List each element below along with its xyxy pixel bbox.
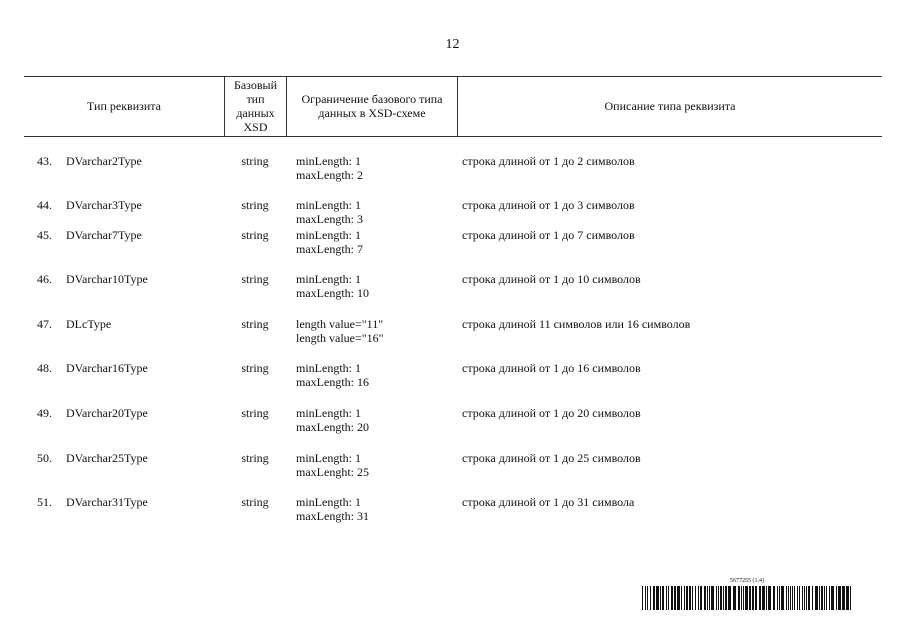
barcode-bar [819,586,820,610]
row-description: строка длиной от 1 до 20 символов [462,406,641,420]
table-row [0,495,905,523]
row-restriction [296,451,369,479]
barcode-bar [777,586,778,610]
header-col-description-text: Описание типа реквизита [604,99,736,113]
row-type-name: DVarchar20Type [66,406,148,420]
barcode-bar [674,586,676,610]
barcode-bar [677,586,680,610]
row-restriction-line: length value="16" [296,331,384,345]
barcode-bar [804,586,805,610]
barcode-bar [786,586,787,610]
barcode-bar [709,586,710,610]
header-col-base-line: тип [246,92,265,106]
barcode-bar [725,586,727,610]
row-base-type: string [241,272,269,286]
page-number: 12 [445,37,460,52]
barcode-bar [700,586,702,610]
barcode-bar [704,586,706,610]
row-description: строка длиной от 1 до 31 символа [462,495,635,509]
row-number: 50. [37,451,52,465]
row-number: 51. [37,495,52,509]
row-restriction-line: minLength: 1 [296,361,361,375]
barcode-bar [733,586,736,610]
barcode-bar [741,586,742,610]
barcode-bar [738,586,740,610]
row-restriction [296,361,369,389]
barcode-bar [645,586,646,610]
barcode-bar [815,586,818,610]
barcode-bar [660,586,661,610]
barcode-bar [779,586,780,610]
row-number: 44. [37,198,52,212]
barcode-bar [720,586,722,610]
barcode-bar [653,586,655,610]
barcode-bar [766,586,767,610]
row-description: строка длиной 11 символов или 16 символов [462,317,691,331]
row-restriction-line: maxLength: 3 [296,212,363,226]
barcode-bar [686,586,688,610]
row-number: 49. [37,406,52,420]
row-restriction-line: maxLenght: 25 [296,465,369,479]
barcode-bar [826,586,827,610]
header-col-base-line: XSD [243,120,268,134]
row-type-name: DVarchar3Type [66,198,142,212]
barcode-bar [759,586,761,610]
barcode-bar [836,586,837,610]
barcode-bar [749,586,751,610]
barcode-text: 5677255 (1.4) [730,578,764,584]
row-restriction-line: minLength: 1 [296,154,361,168]
barcode-bar [745,586,748,610]
barcode-bar [698,586,699,610]
barcode-block [642,578,854,610]
barcode-bar [666,586,667,610]
header-col-restriction [287,76,457,136]
row-restriction-line: minLength: 1 [296,495,361,509]
barcode-bar [755,586,757,610]
row-description: строка длиной от 1 до 16 символов [462,361,641,375]
barcode-bar [768,586,771,610]
row-restriction-line: maxLength: 31 [296,509,369,523]
row-restriction [296,406,369,434]
barcode-bar [707,586,708,610]
table-row [0,451,905,479]
row-number: 43. [37,154,52,168]
barcode-bar [802,586,803,610]
row-base-type: string [241,451,269,465]
barcode-bar [846,586,849,610]
table-row [0,228,905,256]
barcode-bar [743,586,744,610]
table-row [0,198,905,226]
row-number: 46. [37,272,52,286]
row-type-name: DVarchar7Type [66,228,142,242]
barcode-bar [723,586,724,610]
barcode-bar [781,586,784,610]
barcode-bar [681,586,682,610]
row-type-name: DLcType [66,317,112,331]
barcode-bar [684,586,685,610]
row-restriction [296,198,363,226]
row-restriction [296,154,363,182]
header-col-base [225,76,286,136]
row-restriction-line: minLength: 1 [296,198,361,212]
row-description: строка длиной от 1 до 10 символов [462,272,641,286]
barcode-bar [788,586,789,610]
row-base-type: string [241,154,269,168]
row-restriction-line: maxLength: 10 [296,286,369,300]
table-header-bottom-rule [24,136,882,137]
row-restriction [296,495,369,523]
barcode-bar [808,586,810,610]
header-col-base-line: Базовый [233,78,278,92]
row-number: 45. [37,228,52,242]
barcode-bar [716,586,717,610]
row-base-type: string [241,228,269,242]
row-description: строка длиной от 1 до 2 символов [462,154,635,168]
header-col-base-line: данных [236,106,275,120]
row-base-type: string [241,317,269,331]
row-type-name: DVarchar31Type [66,495,148,509]
barcode-bar [799,586,800,610]
row-description: строка длиной от 1 до 7 символов [462,228,635,242]
header-col-restriction-line: данных в XSD-схеме [318,106,426,120]
row-restriction-line: minLength: 1 [296,406,361,420]
barcode-bar [850,586,851,610]
barcode-bar [718,586,719,610]
row-number: 47. [37,317,52,331]
row-restriction-line: minLength: 1 [296,228,361,242]
barcode-bar [831,586,834,610]
row-description: строка длиной от 1 до 25 символов [462,451,641,465]
barcode-bar [824,586,825,610]
barcode-bar [792,586,793,610]
row-restriction-line: maxLength: 16 [296,375,369,389]
barcode-bar [812,586,813,610]
row-restriction-line: length value="11" [296,317,384,331]
row-base-type: string [241,495,269,509]
barcode-bar [762,586,765,610]
row-restriction [296,317,384,345]
row-description: строка длиной от 1 до 3 символов [462,198,635,212]
barcode-image [642,586,854,610]
row-base-type: string [241,406,269,420]
row-restriction-line: maxLength: 20 [296,420,369,434]
barcode-bar [773,586,775,610]
row-type-name: DVarchar25Type [66,451,148,465]
barcode-bar [650,586,651,610]
table-row [0,317,905,345]
table-row [0,154,905,182]
barcode-bar [797,586,798,610]
barcode-bar [752,586,754,610]
row-restriction-line: minLength: 1 [296,272,361,286]
row-restriction [296,272,369,300]
barcode-bar [656,586,659,610]
barcode-bar [838,586,841,610]
barcode-bar [821,586,823,610]
barcode-bar [689,586,691,610]
row-base-type: string [241,198,269,212]
row-restriction-line: minLength: 1 [296,451,361,465]
row-type-name: DVarchar2Type [66,154,142,168]
row-restriction [296,228,363,256]
barcode-bar [642,586,643,610]
row-restriction-line: maxLength: 2 [296,168,363,182]
table-row [0,361,905,389]
header-col-name-text: Тип реквизита [87,99,161,113]
barcode-bar [794,586,795,610]
row-type-name: DVarchar10Type [66,272,148,286]
table-row [0,272,905,300]
row-base-type: string [241,361,269,375]
row-number: 48. [37,361,52,375]
barcode-bar [790,586,791,610]
barcode-bar [842,586,845,610]
barcode-bar [692,586,693,610]
header-col-restriction-line: Ограничение базового типа [301,92,443,106]
barcode-bar [695,586,696,610]
row-restriction-line: maxLength: 7 [296,242,363,256]
header-col-description [458,76,882,136]
barcode-bar [806,586,807,610]
table-row [0,406,905,434]
barcode-bar [662,586,664,610]
barcode-bar [671,586,673,610]
barcode-bar [647,586,648,610]
row-type-name: DVarchar16Type [66,361,148,375]
barcode-bar [668,586,669,610]
barcode-bar [711,586,714,610]
barcode-bar [728,586,731,610]
barcode-bar [829,586,830,610]
header-col-name [24,76,224,136]
